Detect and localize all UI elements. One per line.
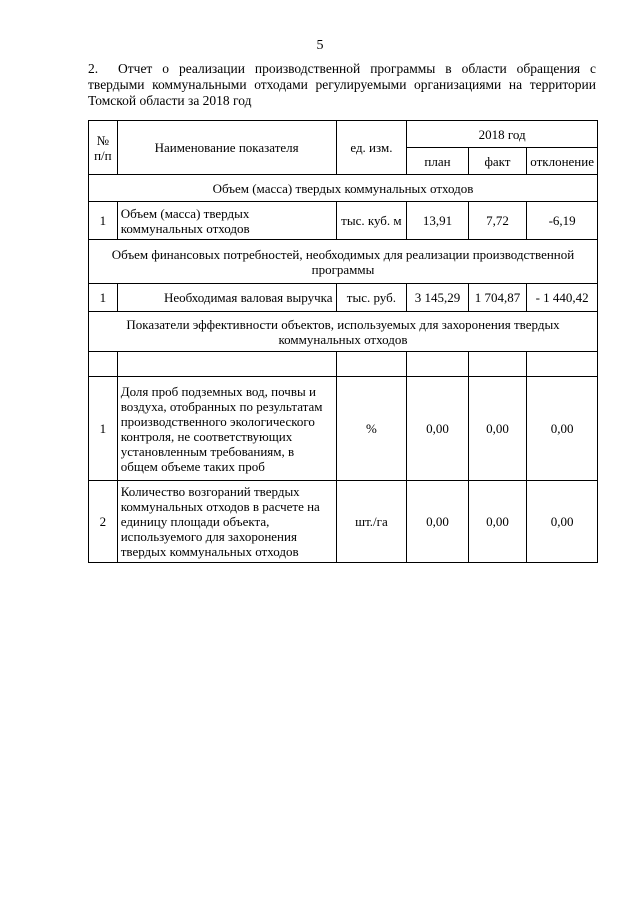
report-intro <box>88 61 596 109</box>
intro-text: Отчет о реализации производственной программы в области обращения с твердыми коммунальными отходами регулируемыми организациями на территории Томской области за 2018 год <box>88 61 596 108</box>
page-number: 5 <box>316 38 324 53</box>
header-unit: ед. изм. <box>336 121 407 175</box>
section-title: Объем (масса) твердых коммунальных отходов <box>89 175 598 202</box>
row-deviation: - 1 440,42 <box>527 284 598 312</box>
header-name: Наименование показателя <box>117 121 336 175</box>
row-fact: 0,00 <box>468 481 527 563</box>
row-plan: 0,00 <box>407 481 468 563</box>
header-fact: факт <box>468 148 527 175</box>
header-year: 2018 год <box>407 121 598 148</box>
row-name: Количество возгораний твердых коммунальных отходов в расчете на единицу площади объекта, используемого для захоронения твердых коммунальных отходов <box>117 481 336 563</box>
row-unit: % <box>336 377 407 481</box>
row-name: Доля проб подземных вод, почвы и воздуха, отобранных по результатам производственного экологического контроля, не соответствующих установленным требованиям, в общем объеме таких проб <box>117 377 336 481</box>
row-unit: тыс. куб. м <box>336 202 407 240</box>
row-deviation: 0,00 <box>527 481 598 563</box>
row-num: 1 <box>89 202 118 240</box>
section-title: Показатели эффективности объектов, используемых для захоронения твердых коммунальных отходов <box>89 312 598 352</box>
empty-cell <box>407 352 468 377</box>
row-deviation: 0,00 <box>527 377 598 481</box>
empty-cell <box>89 352 118 377</box>
row-unit: тыс. руб. <box>336 284 407 312</box>
intro-number: 2. <box>88 61 99 76</box>
row-num: 1 <box>89 377 118 481</box>
row-plan: 13,91 <box>407 202 468 240</box>
table-row <box>89 202 598 240</box>
row-unit: шт./га <box>336 481 407 563</box>
empty-cell <box>468 352 527 377</box>
row-name: Необходимая валовая выручка <box>117 284 336 312</box>
row-num: 1 <box>89 284 118 312</box>
row-plan: 0,00 <box>407 377 468 481</box>
empty-cell <box>117 352 336 377</box>
table-row <box>89 377 598 481</box>
row-plan: 3 145,29 <box>407 284 468 312</box>
empty-cell <box>336 352 407 377</box>
row-fact: 7,72 <box>468 202 527 240</box>
header-plan: план <box>407 148 468 175</box>
row-fact: 0,00 <box>468 377 527 481</box>
empty-cell <box>527 352 598 377</box>
header-deviation: отклонение <box>527 148 598 175</box>
row-num: 2 <box>89 481 118 563</box>
header-num: № п/п <box>89 121 118 175</box>
empty-row <box>89 352 598 377</box>
report-table <box>88 120 598 563</box>
table-row <box>89 284 598 312</box>
table-row <box>89 481 598 563</box>
row-fact: 1 704,87 <box>468 284 527 312</box>
section-title: Объем финансовых потребностей, необходимых для реализации производственной программы <box>89 240 598 284</box>
row-name: Объем (масса) твердых коммунальных отходов <box>117 202 336 240</box>
row-deviation: -6,19 <box>527 202 598 240</box>
